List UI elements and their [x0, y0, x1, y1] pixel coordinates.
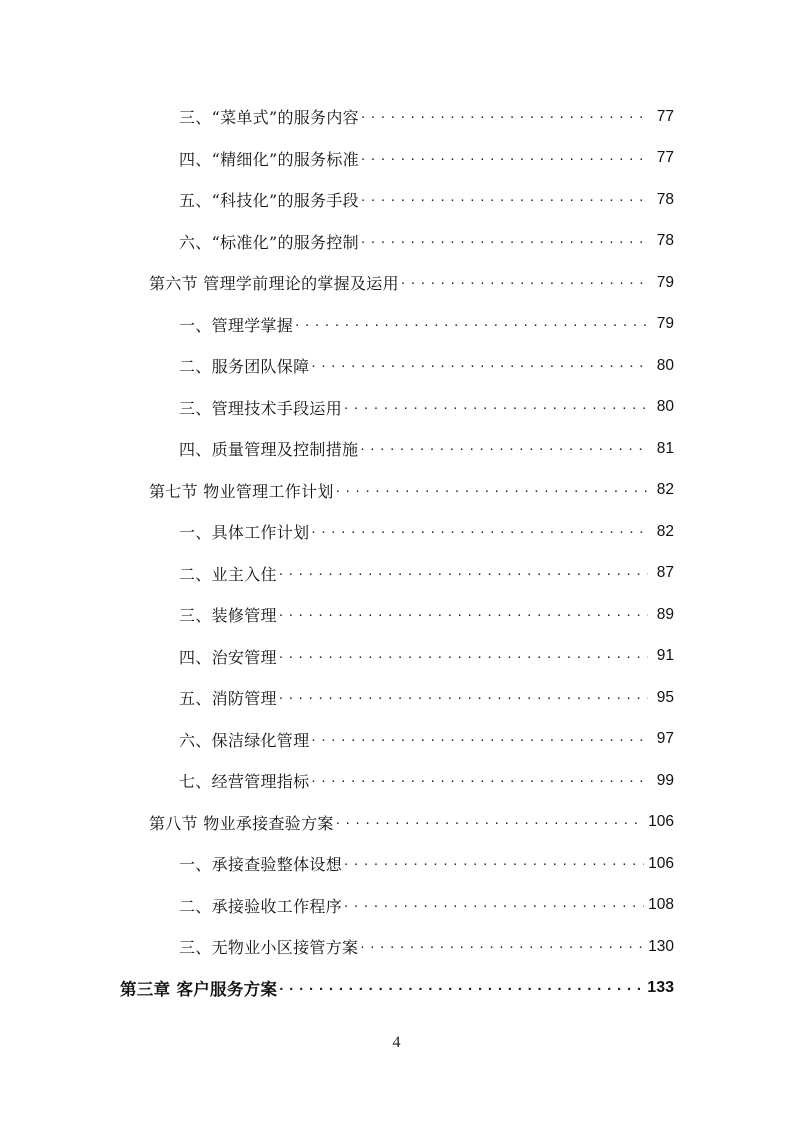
toc-dot-leader — [311, 354, 648, 371]
toc-dot-leader — [401, 271, 648, 288]
toc-dot-leader — [360, 935, 644, 952]
toc-entry-title: 一、管理学掌握 — [179, 315, 294, 335]
toc-dot-leader — [279, 977, 643, 994]
toc-dot-leader — [336, 811, 644, 828]
toc-dot-leader — [360, 437, 648, 454]
toc-entry-title: 第三章 客户服务方案 — [120, 980, 278, 1000]
toc-dot-leader — [311, 520, 648, 537]
toc-entry[interactable] — [0, 511, 674, 553]
toc-entry[interactable] — [0, 138, 674, 180]
toc-entry-page: 106 — [648, 854, 674, 872]
toc-dot-leader — [344, 396, 648, 413]
toc-section-entry[interactable] — [0, 802, 674, 844]
toc-entry-title: 一、具体工作计划 — [179, 523, 310, 543]
page-number: 4 — [392, 1034, 401, 1051]
toc-entry-title: 三、“菜单式”的服务内容 — [179, 108, 359, 128]
toc-entry[interactable] — [0, 719, 674, 761]
toc-dot-leader — [344, 894, 644, 911]
toc-entry-page: 89 — [656, 605, 674, 623]
toc-entry-page: 87 — [656, 564, 674, 582]
toc-entry[interactable] — [0, 677, 674, 719]
toc-entry-title: 第八节 物业承接查验方案 — [149, 813, 334, 833]
toc-chapter-entry[interactable] — [0, 968, 674, 1010]
toc-entry[interactable] — [0, 636, 674, 678]
toc-section-entry[interactable] — [0, 262, 674, 304]
toc-entry-page: 77 — [656, 107, 674, 125]
toc-dot-leader — [361, 230, 648, 247]
toc-dot-leader — [311, 728, 648, 745]
toc-entry-page: 106 — [648, 813, 674, 831]
toc-entry-title: 四、治安管理 — [179, 647, 277, 667]
toc-entry-page: 78 — [656, 190, 674, 208]
toc-entry-page: 79 — [656, 273, 674, 291]
toc-entry[interactable] — [0, 760, 674, 802]
toc-entry[interactable] — [0, 594, 674, 636]
toc-entry-title: 七、经营管理指标 — [179, 772, 310, 792]
toc-entry-title: 五、“科技化”的服务手段 — [179, 191, 359, 211]
toc-entry[interactable] — [0, 345, 674, 387]
toc-entry-title: 四、“精细化”的服务标准 — [179, 149, 359, 169]
toc-entry[interactable] — [0, 179, 674, 221]
toc-entry-page: 130 — [648, 937, 674, 955]
toc-section-entry[interactable] — [0, 470, 674, 512]
toc-entry[interactable] — [0, 221, 674, 263]
toc-entry-title: 二、业主入住 — [179, 564, 277, 584]
toc-entry-page: 82 — [656, 522, 674, 540]
toc-entry-title: 四、质量管理及控制措施 — [179, 440, 359, 460]
toc-entry-page: 95 — [656, 688, 674, 706]
toc-dot-leader — [361, 105, 648, 122]
toc-dot-leader — [279, 686, 648, 703]
toc-entry-title: 二、承接验收工作程序 — [179, 896, 343, 916]
toc-entry-title: 六、“标准化”的服务控制 — [179, 232, 359, 252]
toc-dot-leader — [311, 769, 648, 786]
toc-entry[interactable] — [0, 96, 674, 138]
toc-entry-title: 三、管理技术手段运用 — [179, 398, 343, 418]
toc-entry[interactable] — [0, 843, 674, 885]
toc-entry-title: 三、无物业小区接管方案 — [179, 938, 359, 958]
toc-entry-title: 六、保洁绿化管理 — [179, 730, 310, 750]
toc-dot-leader — [279, 645, 648, 662]
toc-entry-page: 80 — [656, 356, 674, 374]
toc-entry[interactable] — [0, 428, 674, 470]
toc-entry-page: 99 — [656, 771, 674, 789]
toc-dot-leader — [336, 479, 648, 496]
toc-entry[interactable] — [0, 885, 674, 927]
toc-entry-title: 第六节 管理学前理论的掌握及运用 — [149, 274, 399, 294]
toc-entry-title: 五、消防管理 — [179, 689, 277, 709]
toc-entry[interactable] — [0, 304, 674, 346]
toc-dot-leader — [361, 147, 648, 164]
toc-dot-leader — [295, 313, 648, 330]
toc-dot-leader — [344, 852, 644, 869]
toc-entry[interactable] — [0, 926, 674, 968]
toc-entry-page: 79 — [656, 315, 674, 333]
toc-entry-page: 133 — [647, 979, 674, 997]
toc-entry-page: 77 — [656, 149, 674, 167]
toc-entry-title: 二、服务团队保障 — [179, 357, 310, 377]
toc-entry-title: 一、承接查验整体设想 — [179, 855, 343, 875]
toc-entry-page: 97 — [656, 730, 674, 748]
toc-entry-page: 78 — [656, 232, 674, 250]
toc-dot-leader — [279, 603, 648, 620]
toc-entry[interactable] — [0, 553, 674, 595]
toc-entry-page: 91 — [656, 647, 674, 665]
toc-entry-page: 80 — [656, 398, 674, 416]
table-of-contents — [0, 96, 793, 1009]
toc-entry-title: 三、装修管理 — [179, 606, 277, 626]
toc-entry[interactable] — [0, 387, 674, 429]
toc-entry-title: 第七节 物业管理工作计划 — [149, 481, 334, 501]
toc-entry-page: 108 — [648, 896, 674, 914]
toc-entry-page: 82 — [656, 481, 674, 499]
toc-dot-leader — [361, 188, 648, 205]
toc-dot-leader — [279, 562, 648, 579]
toc-entry-page: 81 — [656, 439, 674, 457]
